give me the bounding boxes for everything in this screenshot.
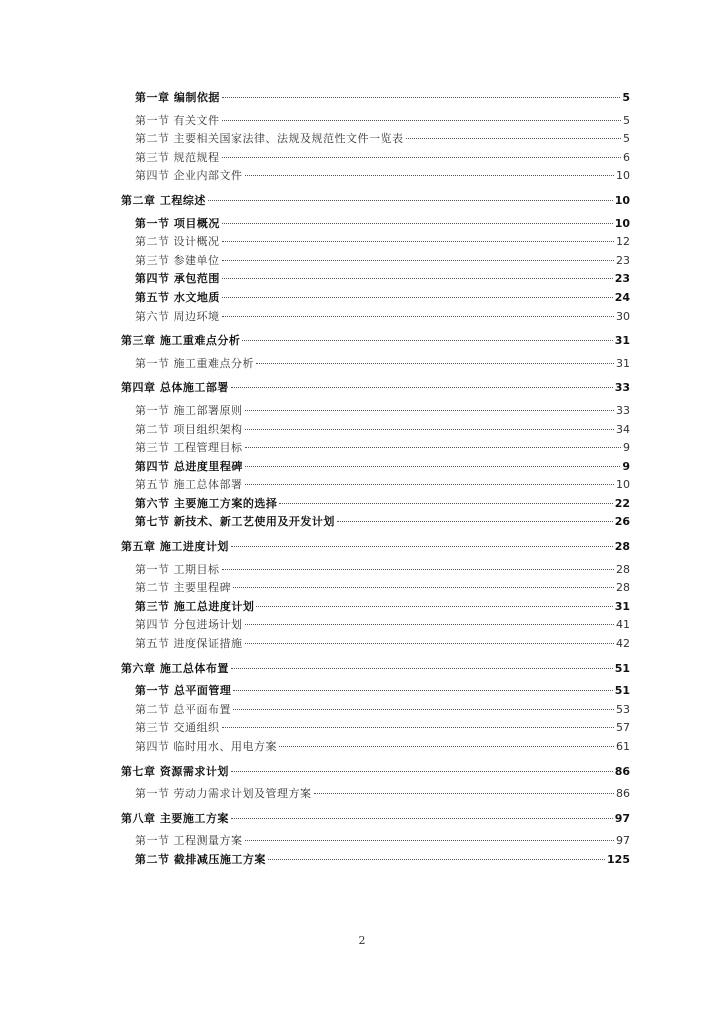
toc-entry-title: 第一节 施工重难点分析 (135, 356, 254, 370)
toc-entry-page: 33 (616, 403, 630, 417)
toc-section-entry[interactable] (121, 166, 630, 185)
dot-leader (222, 715, 615, 728)
dot-leader (245, 454, 621, 467)
toc-section-entry[interactable] (121, 784, 630, 803)
toc-entry-page: 5 (623, 132, 630, 146)
toc-entry-title: 第四节 分包进场计划 (135, 618, 243, 632)
toc-entry-title: 第二节 总平面布置 (135, 702, 231, 716)
toc-entry-title: 第三节 施工总进度计划 (135, 599, 255, 613)
dot-leader (233, 697, 614, 710)
toc-entry-page: 34 (616, 422, 630, 436)
toc-section-entry[interactable] (121, 850, 630, 869)
dot-leader (222, 85, 621, 98)
toc-entry-title: 第一节 施工部署原则 (135, 403, 243, 417)
toc-entry-title: 第四节 企业内部文件 (135, 169, 243, 183)
dot-leader (222, 248, 615, 261)
dot-leader (337, 509, 613, 522)
dot-leader (314, 781, 615, 794)
toc-entry-title: 第四节 临时用水、用电方案 (135, 740, 277, 753)
toc-entry-title: 第四节 承包范围 (135, 272, 220, 286)
dot-leader (222, 266, 613, 279)
dot-leader (242, 328, 612, 341)
toc-entry-title: 第六章 施工总体布置 (121, 661, 229, 675)
dot-leader (231, 656, 613, 669)
toc-entry-title: 第二节 截排减压施工方案 (135, 852, 266, 866)
toc-entry-page: 28 (614, 540, 630, 554)
toc-entry-page: 61 (616, 740, 630, 753)
toc-section-entry[interactable] (121, 737, 630, 756)
toc-entry-title: 第七节 新技术、新工艺使用及开发计划 (135, 515, 335, 529)
dot-leader (222, 304, 615, 317)
toc-entry-title: 第四节 总进度里程碑 (135, 459, 243, 473)
dot-leader (222, 211, 613, 224)
dot-leader (245, 398, 615, 411)
toc-entry-page: 6 (623, 150, 630, 164)
toc-entry-page: 28 (616, 562, 630, 576)
toc-entry-page: 23 (616, 253, 630, 267)
toc-entry-page: 51 (614, 684, 630, 698)
toc-entry-page: 53 (616, 702, 630, 716)
dot-leader (233, 678, 612, 691)
toc-entry-page: 57 (616, 721, 630, 735)
toc-chapter-entry[interactable] (121, 809, 630, 828)
toc-section-entry[interactable] (121, 307, 630, 326)
toc-entry-page: 26 (614, 515, 630, 529)
dot-leader (245, 612, 615, 625)
toc-entry-title: 第一节 有关文件 (135, 113, 220, 127)
dot-leader (245, 828, 615, 841)
toc-entry-page: 31 (616, 356, 630, 370)
toc-entry-page: 12 (616, 235, 630, 249)
toc-entry-title: 第二章 工程综述 (121, 193, 206, 207)
toc-entry-title: 第一节 项目概况 (135, 216, 220, 230)
dot-leader (222, 108, 622, 121)
toc-entry-title: 第七章 资源需求计划 (121, 764, 229, 778)
toc-chapter-entry[interactable] (121, 88, 630, 107)
toc-entry-page: 86 (614, 764, 630, 778)
toc-entry-page: 97 (614, 811, 630, 825)
toc-chapter-entry[interactable] (121, 331, 630, 350)
toc-entry-page: 5 (622, 91, 630, 104)
toc-entry-page: 31 (614, 334, 630, 348)
toc-entry-page: 41 (616, 618, 630, 632)
toc-entry-title: 第三节 规范规程 (135, 150, 220, 164)
toc-entry-title: 第二节 主要相关国家法律、法规及规范性文件一览表 (135, 132, 404, 146)
toc-entry-page: 9 (622, 459, 630, 473)
toc-section-entry[interactable] (121, 634, 630, 653)
toc-entry-title: 第一节 工期目标 (135, 562, 220, 576)
dot-leader (222, 557, 615, 570)
dot-leader (231, 806, 613, 819)
dot-leader (231, 375, 613, 388)
toc-chapter-entry[interactable] (121, 762, 630, 781)
dot-leader (406, 126, 622, 139)
toc-entry-page: 30 (616, 309, 630, 323)
dot-leader (222, 229, 615, 242)
toc-entry-title: 第一节 劳动力需求计划及管理方案 (135, 787, 312, 801)
toc-entry-page: 42 (616, 637, 630, 651)
toc-entry-title: 第三节 交通组织 (135, 721, 220, 735)
toc-entry-page: 5 (623, 113, 630, 127)
dot-leader (256, 351, 614, 364)
toc-entry-title: 第三节 参建单位 (135, 253, 220, 267)
toc-entry-page: 31 (614, 599, 630, 613)
dot-leader (222, 285, 613, 298)
toc-entry-page: 97 (616, 834, 630, 848)
dot-leader (268, 847, 605, 860)
page-number: 2 (358, 934, 366, 947)
toc-entry-title: 第五节 水文地质 (135, 290, 220, 304)
toc-entry-page: 86 (616, 787, 630, 801)
toc-entry-page: 10 (614, 216, 630, 230)
toc-chapter-entry[interactable] (121, 659, 630, 678)
dot-leader (245, 631, 615, 644)
toc-entry-page: 33 (614, 381, 630, 395)
toc-entry-page: 51 (614, 661, 630, 675)
toc-entry-title: 第三章 施工重难点分析 (121, 334, 241, 348)
dot-leader (279, 734, 614, 747)
toc-entry-title: 第四章 总体施工部署 (121, 381, 229, 395)
toc-entry-title: 第五节 进度保证措施 (135, 637, 243, 651)
toc-chapter-entry[interactable] (121, 191, 630, 210)
toc-entry-title: 第一节 总平面管理 (135, 684, 232, 698)
dot-leader (231, 534, 613, 547)
toc-entry-page: 22 (614, 496, 630, 510)
toc-entry-title: 第五节 施工总体部署 (135, 478, 243, 492)
toc-entry-title: 第八章 主要施工方案 (121, 811, 229, 825)
toc-entry-page: 10 (614, 193, 630, 207)
table-of-contents (121, 88, 630, 869)
toc-entry-title: 第五章 施工进度计划 (121, 540, 229, 554)
toc-entry-title: 第二节 设计概况 (135, 235, 220, 249)
dot-leader (233, 575, 614, 588)
toc-entry-page: 24 (614, 290, 630, 304)
toc-entry-title: 第一章 编制依据 (135, 91, 220, 104)
dot-leader (245, 472, 615, 485)
dot-leader (245, 163, 615, 176)
toc-entry-title: 第六节 周边环境 (135, 309, 220, 323)
dot-leader (231, 759, 613, 772)
toc-entry-page: 23 (614, 272, 630, 286)
toc-chapter-entry[interactable] (121, 378, 630, 397)
dot-leader (256, 594, 612, 607)
dot-leader (245, 435, 622, 448)
toc-entry-page: 10 (616, 169, 630, 183)
toc-entry-title: 第六节 主要施工方案的选择 (135, 496, 278, 510)
toc-entry-title: 第一节 工程测量方案 (135, 834, 243, 848)
toc-entry-title: 第二节 项目组织架构 (135, 422, 243, 436)
dot-leader (245, 417, 615, 430)
toc-entry-title: 第二节 主要里程碑 (135, 581, 231, 595)
toc-section-entry[interactable] (121, 354, 630, 373)
toc-chapter-entry[interactable] (121, 537, 630, 556)
dot-leader (222, 145, 622, 158)
dot-leader (279, 491, 612, 504)
dot-leader (208, 188, 613, 201)
toc-entry-title: 第三节 工程管理目标 (135, 441, 243, 455)
toc-section-entry[interactable] (121, 512, 630, 531)
toc-entry-page: 125 (607, 852, 630, 866)
toc-entry-page: 10 (616, 478, 630, 492)
toc-entry-page: 28 (616, 581, 630, 595)
toc-entry-page: 9 (623, 441, 630, 455)
